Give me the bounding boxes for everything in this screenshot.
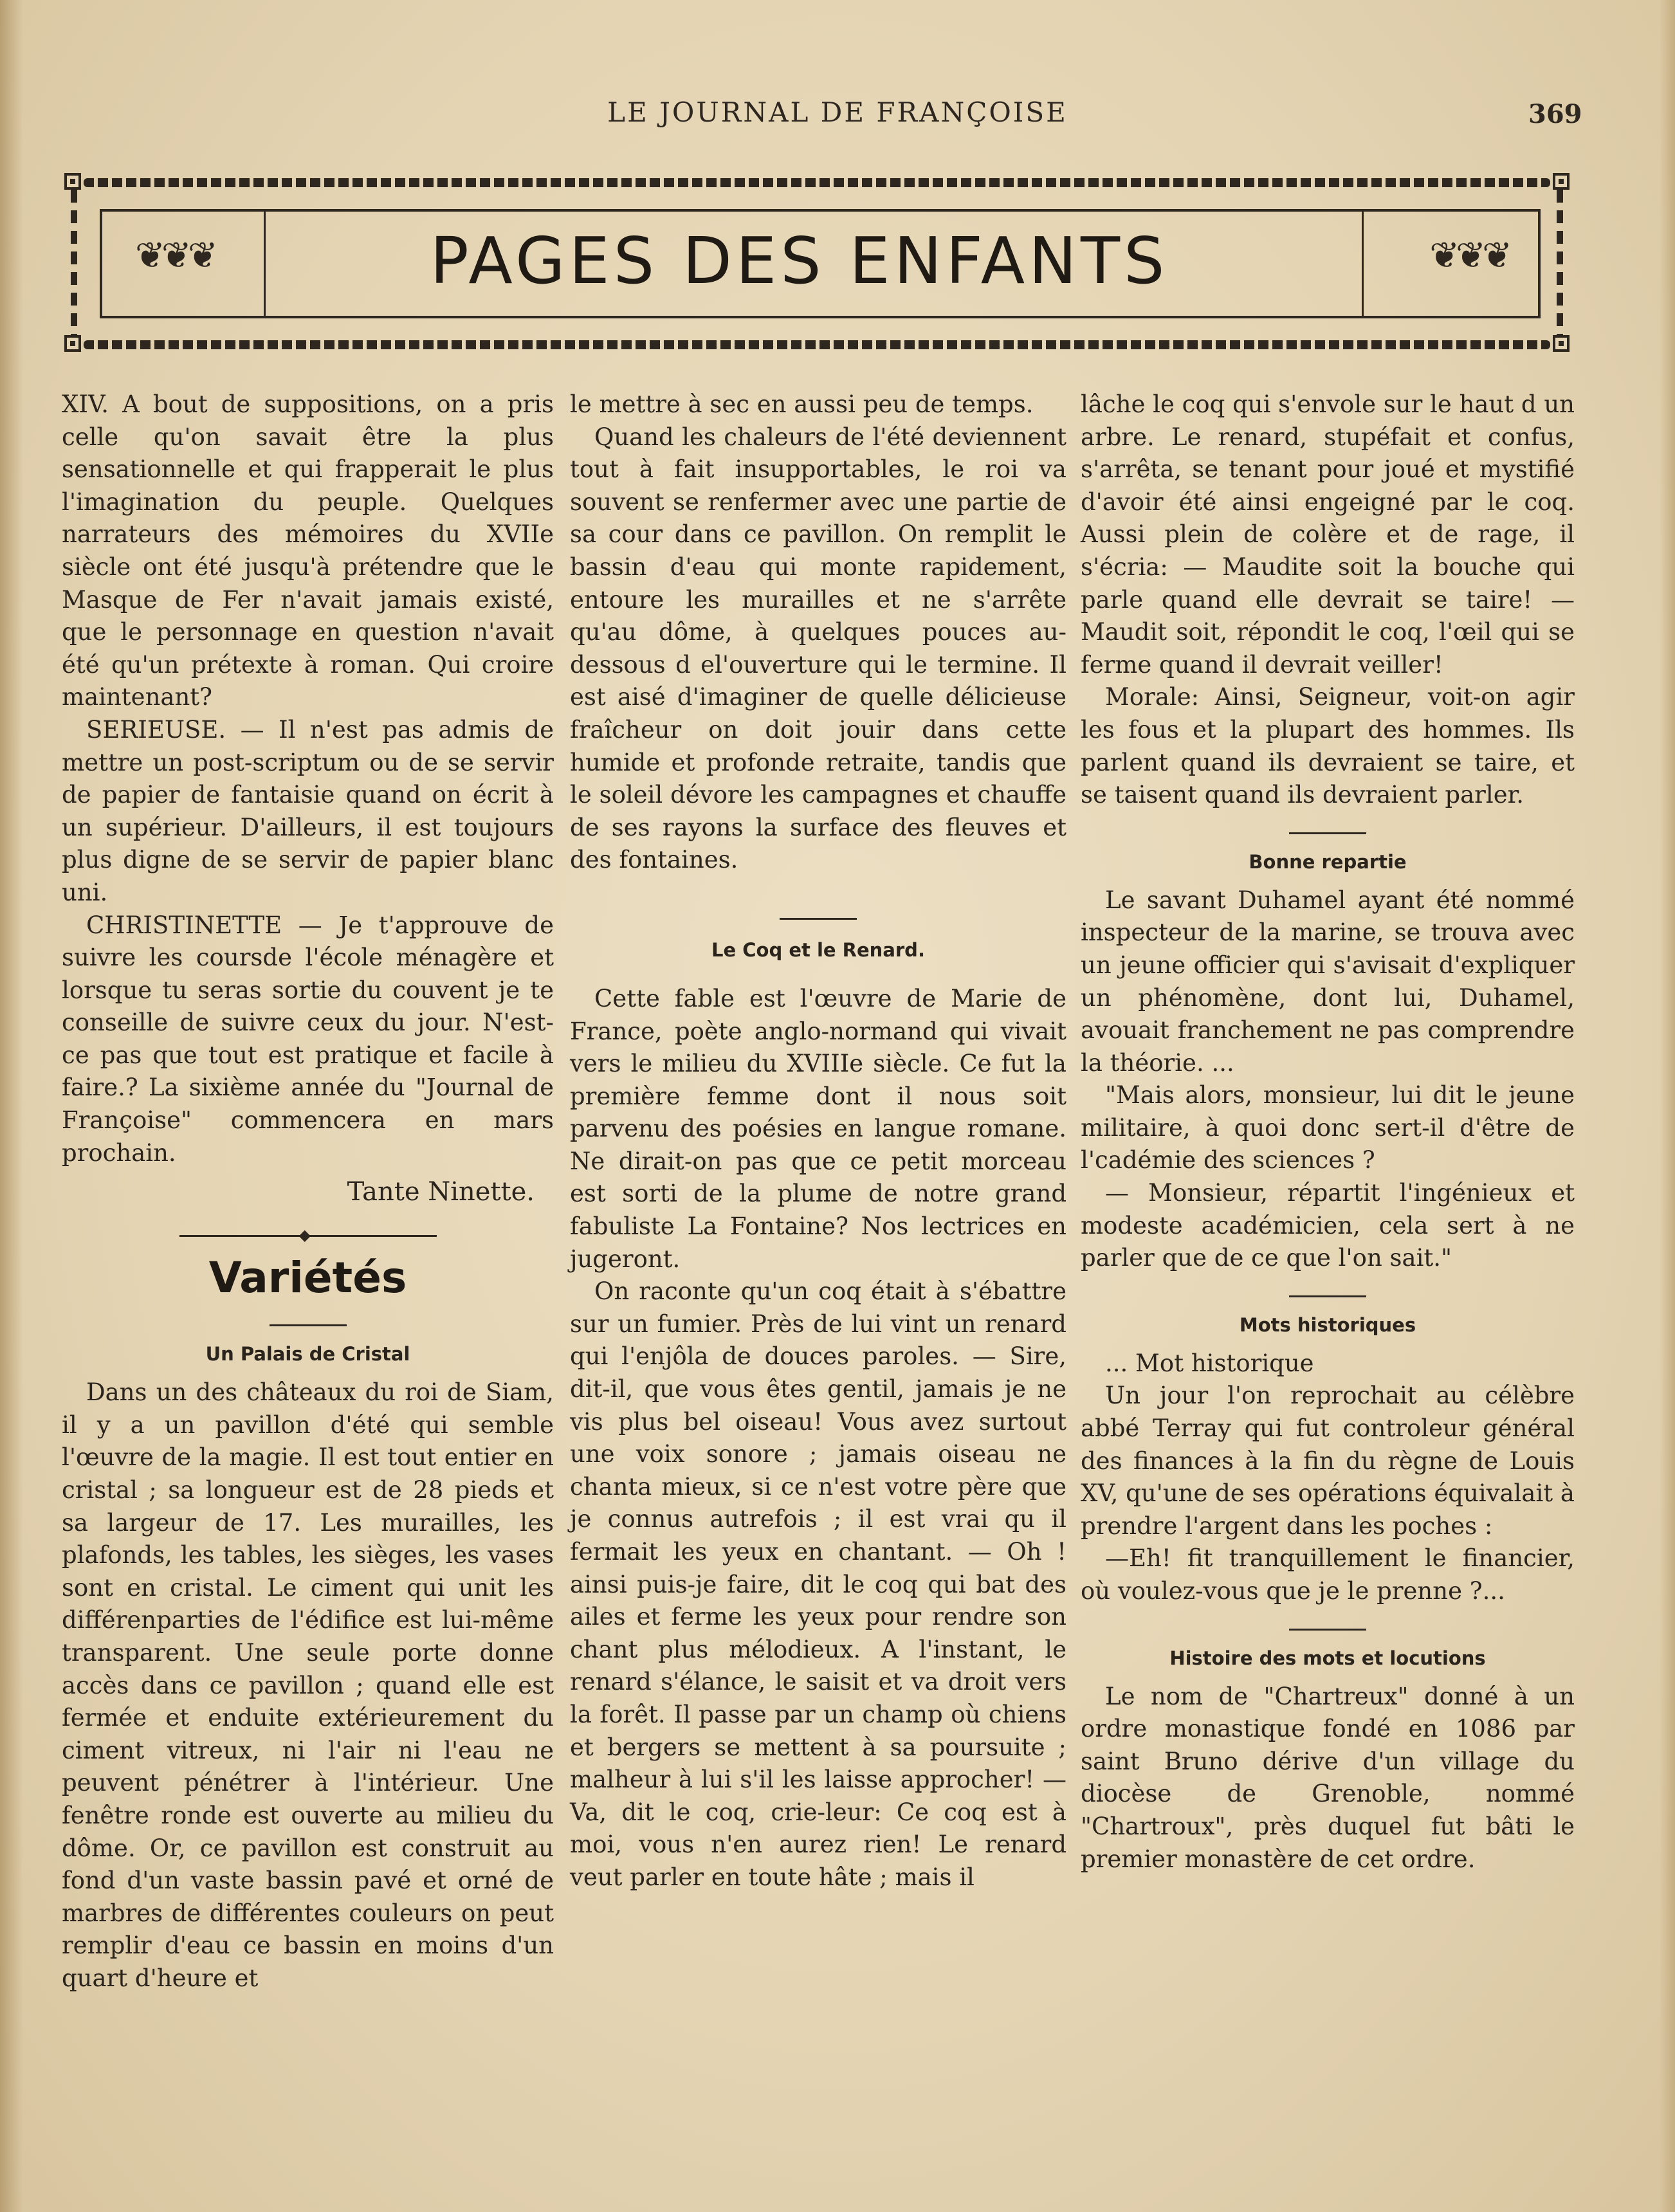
chain-border-bottom [84,340,1550,349]
page-edge-shadow-right [1660,0,1675,2212]
article-paragraph: lâche le coq qui s'envole sur le haut d un arbre. Le renard, stupéfait et confus, s'arrêta, se tenant pour joué et mystifié d'avoir été ainsi engeigné par le coq. Aussi plein de colère et de rage, il s'écria: — Maudite soit la bouche qui parle quand elle devrait se taire! — Maudit soit, répondit le coq, l'œil qui se ferme quand il devrait veiller! [1081,390,1575,679]
banner-divider-right [1362,209,1364,318]
short-rule [1289,1629,1366,1631]
short-rule [780,918,857,920]
correspondence-paragraph: XIV. A bout de suppositions, on a pris celle qu'on savait être la plus sensationnelle et qui frapperait le plus l'imagination du peuple. Quelques narrateurs des mémoires du XVIIe siècle ont été jusqu'à prétendre que le Masque de Fer n'avait jamais existé, que le personnage en question n'avait été qu'un prétexte à roman. Qui croire maintenant? [62,390,554,711]
correspondence-paragraph: SERIEUSE. — Il n'est pas admis de mettre un post-scriptum ou de se servir de papier de fantaisie quand on écrit à un supérieur. D'ailleurs, il est toujours plus digne de se servir de papier blanc uni. [62,715,554,906]
article-paragraph: Dans un des châteaux du roi de Siam, il y a un pavillon d'été qui semble l'œuvre de la magie. Il est tout entier en cristal ; sa longueur est de 28 pieds et sa largeur de 17. Les murailles, les plafonds, les tables, les sièges, les vases sont en cristal. Le ciment qui unit les différenparties de l'édifice est lui-même transparent. Une seule porte donne accès dans ce pavillon ; quand elle est fermée et enduite extérieurement du ciment vitreux, ni l'air ni l'eau ne peuvent pénétrer à l'intérieur. Une fenêtre ronde est ouverte au milieu du dôme. Or, ce pavillon est construit au fond d'un vaste bassin pavé et orné de marbres de différentes couleurs on peut remplir d'eau ce bassin en moins d'un quart d'heure et [62,1378,554,1992]
article-paragraph: On raconte qu'un coq était à s'ébattre sur un fumier. Près de lui vint un renard qui l'enjôla de douces paroles. — Sire, dit-il, que vous êtes gentil, jamais je ne vis plus bel oiseau! Vous avez surtout une voix sonore ; jamais oiseau ne chanta mieux, si ce n'est votre père que je connus autrefois ; il est vrai qu il fermait les yeux en chantant. — Oh ! ainsi puis-je faire, dit le coq qui bat des ailes et ferme les yeux pour rendre son chant plus mélodieux. A l'instant, le renard s'élance, le saisit et va droit vers la forêt. Il passe par un champ où chiens et bergers se mettent à sa poursuite ; malheur à lui s'il les laisse approcher! — Va, dit le coq, crie-leur: Ce coq est à moi, vous n'en aurez rien! Le renard veut parler en toute hâte ; mais il [570,1277,1066,1891]
column-3 [1081,388,1575,1876]
article-paragraph: Cette fable est l'œuvre de Marie de France, poète anglo-normand qui vivait vers le milieu du XVIIIe siècle. Ce fut la première femme dont il nous soit parvenu des poésies en langue romane. Ne dirait-on pas que ce petit morceau est sorti de la plume de notre grand fabuliste La Fontaine? Nos lectrices en jugeront. [570,984,1066,1273]
article-paragraph: "Mais alors, monsieur, lui dit le jeune militaire, à quoi donc sert-il d'être de l'cadémie des sciences ? [1081,1081,1575,1175]
article-paragraph: le mettre à sec en aussi peu de temps. [570,390,1034,418]
article-subhead: Histoire des mots et locutions [1169,1647,1486,1669]
corner-ornament-top-right [1553,173,1570,190]
column-2 [570,388,1066,1894]
leaf-ornament-left-icon: ❦❦❦ [135,235,214,277]
correspondence-paragraph: CHRISTINETTE — Je t'approuve de suivre les coursde l'école ménagère et lorsque tu seras sortie du couvent je te conseille de suivre ceux du jour. N'est-ce pas que tout est pratique et facile à faire.? La sixième année du "Journal de Françoise" commencera en mars prochain. [62,911,554,1167]
article-paragraph: Le nom de "Chartreux" donné à un ordre monastique fondé en 1086 par saint Bruno dérive d'un village du diocèse de Grenoble, nommé "Chartroux", près duquel fut bâti le premier monastère de cet ordre. [1081,1682,1575,1873]
short-rule [1289,1295,1366,1297]
chain-border-left [71,190,77,338]
short-rule [1289,832,1366,834]
article-paragraph: Un jour l'on reprochait au célèbre abbé Terray qui fut controleur général des finances à la fin du règne de Louis XV, qu'une de ses opérations équivalait à prendre l'argent dans les poches : [1081,1382,1575,1540]
section-banner [64,170,1570,357]
ornamental-rule [179,1235,437,1237]
section-title-varietes: Variétés [208,1253,407,1303]
article-subhead: Bonne repartie [1249,850,1407,873]
chain-border-right [1557,190,1563,338]
running-head: LE JOURNAL DE FRANÇOISE [607,96,1068,128]
article-paragraph: ... Mot historique [1105,1349,1314,1377]
corner-ornament-bottom-right [1553,335,1570,352]
article-paragraph: Quand les chaleurs de l'été deviennent tout à fait insupportables, le roi va souvent se renfermer avec une partie de sa cour dans ce pavillon. On remplit le bassin d'eau qui monte rapidement, entoure les murailles et ne s'arrête qu'au dôme, à quelques pouces au-dessous d el'ouverture qui le termine. Il est aisé d'imaginer de quelle délicieuse fraîcheur on doit jouir dans cette humide et profonde retraite, tandis que le soleil dévore les campagnes et chauffe de ses rayons la surface des fleuves et des fontaines. [570,423,1066,874]
article-subhead: Le Coq et le Renard. [711,938,925,961]
signature: Tante Ninette. [347,1177,535,1207]
banner-title: PAGES DES ENFANTS [430,223,1169,298]
short-rule [270,1324,347,1326]
corner-ornament-bottom-left [64,335,81,352]
article-paragraph: Morale: Ainsi, Seigneur, voit-on agir les fous et la plupart des hommes. Ils parlent quand ils devraient se taire, et se taisent quand ils devraient parler. [1081,683,1575,809]
chain-border-top [84,178,1550,187]
article-subhead: Un Palais de Cristal [205,1343,410,1366]
article-paragraph: Le savant Duhamel ayant été nommé inspecteur de la marine, se trouva avec un jeune officier qui s'avisait d'expliquer un phénomène, dont lui, Duhamel, avouait franchement ne pas comprendre la théorie. ... [1081,886,1575,1077]
article-subhead: Mots historiques [1239,1313,1416,1336]
article-paragraph: — Monsieur, répartit l'ingénieux et modeste académicien, cela sert à ne parler que de ce que l'on sait." [1081,1179,1575,1272]
article-paragraph: —Eh! fit tranquillement le financier, où voulez-vous que je le prenne ?... [1081,1544,1575,1605]
leaf-ornament-right-icon: ❦❦❦ [1429,235,1508,277]
page-number: 369 [1528,99,1582,129]
corner-ornament-top-left [64,173,81,190]
page-edge-shadow-left [0,0,23,2212]
column-1 [62,388,554,1995]
